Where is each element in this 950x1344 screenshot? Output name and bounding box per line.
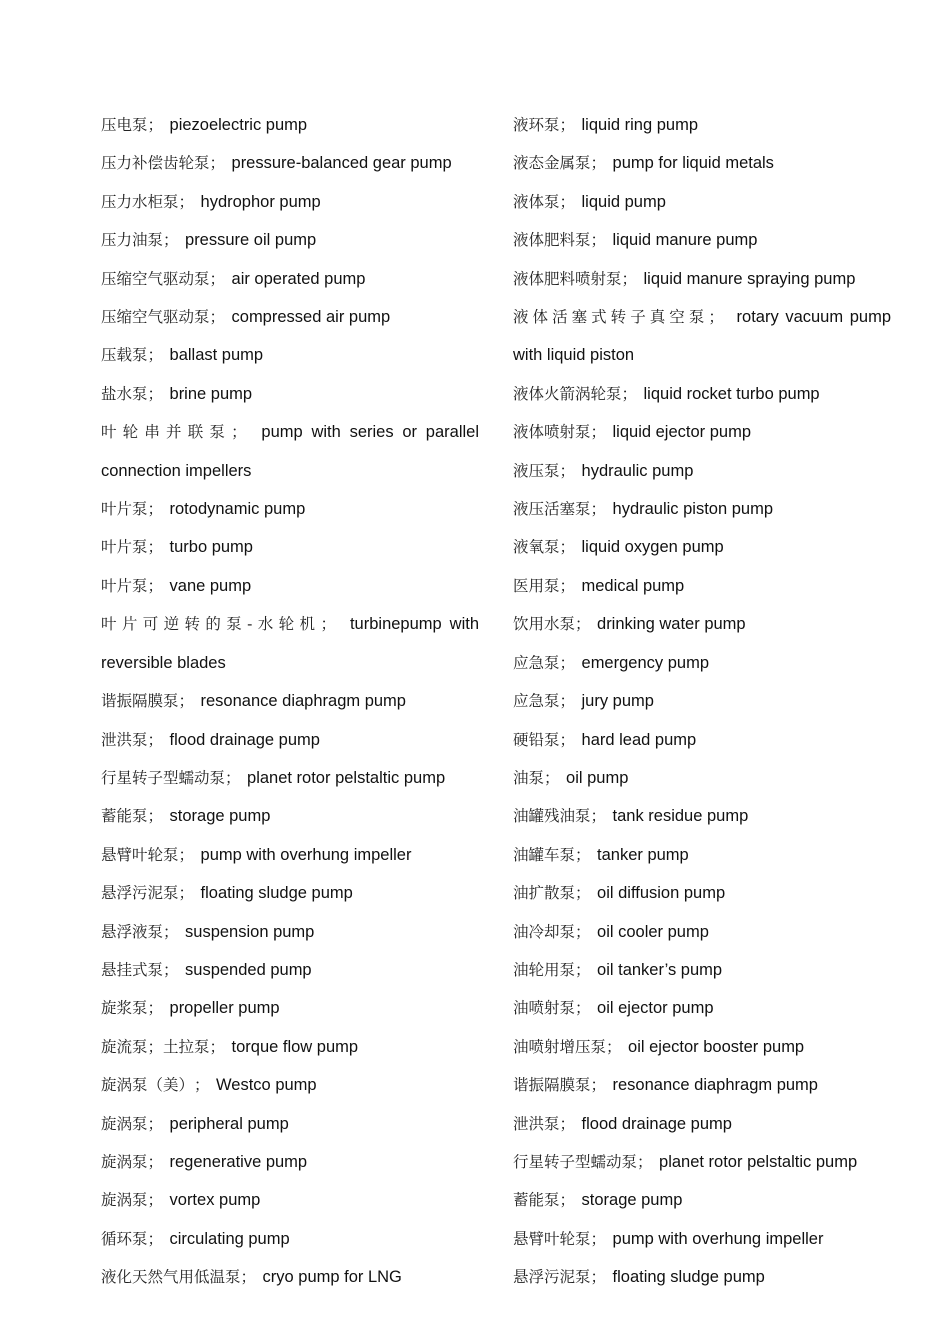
glossary-column-left [101,106,479,1297]
entry-chinese-term: 旋涡泵（美） [101,1076,195,1095]
entry-chinese-term: 叶片泵 [101,576,148,595]
entry-chinese-term: 压力补偿齿轮泵 [101,154,210,173]
entry-english-term: liquid manure pump [612,231,758,250]
glossary-entry: 液压泵； hydraulic pump [513,461,694,480]
entry-english-term: oil tanker’s pump [597,960,723,979]
entry-chinese-term: 悬臂叶轮泵 [513,1229,591,1248]
glossary-entry: 叶片可逆转的泵-水轮机； turbinepump with reversible blades [101,615,480,672]
glossary-entry: 悬挂式泵； suspended pump [101,960,312,979]
entry-english-term: tank residue pump [612,807,749,826]
entry-english-term: cryo pump for LNG [262,1268,402,1287]
entry-english-term: peripheral pump [169,1114,289,1133]
entry-english-term: rotary vacuum pump with liquid piston [513,308,891,365]
entry-chinese-term: 叶片泵 [101,538,148,557]
entry-chinese-term: 医用泵 [513,576,560,595]
entry-chinese-term: 蓄能泵 [513,1191,560,1210]
entry-chinese-term: 旋涡泵 [101,1152,148,1171]
entry-chinese-term: 液体泵 [513,192,560,211]
entry-english-term: piezoelectric pump [169,116,308,134]
glossary-entry: 油扩散泵； oil diffusion pump [513,884,726,903]
glossary-entry: 行星转子型蠕动泵； planet rotor pelstaltic pump [101,768,446,787]
entry-english-term: drinking water pump [597,615,746,634]
entry-chinese-term: 谐振隔膜泵 [101,692,179,711]
entry-chinese-term: 悬浮污泥泵 [101,884,179,903]
entry-english-term: suspension pump [185,922,315,941]
glossary-entry: 盐水泵； brine pump [101,384,253,403]
entry-chinese-term: 旋浆泵 [101,999,148,1018]
entry-english-term: storage pump [581,1191,683,1210]
glossary-entry: 旋涡泵（美）； Westco pump [101,1076,317,1095]
glossary-entry: 液化天然气用低温泵； cryo pump for LNG [101,1268,402,1287]
entry-english-term: emergency pump [581,653,709,672]
entry-chinese-term: 液体火箭涡轮泵 [513,384,622,403]
glossary-entry: 液体活塞式转子真空泵； rotary vacuum pump with liquid piston [513,308,891,365]
glossary-entry: 液体肥料泵； liquid manure pump [513,231,758,250]
entry-chinese-term: 悬浮污泥泵 [513,1268,591,1287]
glossary-entry: 叶片泵； rotodynamic pump [101,500,306,519]
entry-chinese-term: 悬挂式泵 [101,960,164,979]
entry-chinese-term: 液态金属泵 [513,154,591,173]
entry-chinese-term: 饮用水泵 [513,615,576,634]
entry-chinese-term: 油喷射泵 [513,999,576,1018]
entry-english-term: vane pump [169,576,252,595]
glossary-entry: 压力补偿齿轮泵； pressure-balanced gear pump [101,154,452,173]
entry-chinese-term: 液体肥料泵 [513,231,591,250]
entry-chinese-term: 油罐车泵 [513,845,576,864]
glossary-entry: 医用泵； medical pump [513,576,685,595]
entry-chinese-term: 油扩散泵 [513,884,576,903]
entry-english-term: liquid ejector pump [612,423,752,442]
entry-english-term: liquid oxygen pump [581,538,724,557]
glossary-entry: 压载泵； ballast pump [101,346,264,365]
entry-chinese-term: 叶片泵 [101,500,148,519]
glossary-entry: 行星转子型蠕动泵； planet rotor pelstaltic pump [513,1152,858,1171]
entry-english-term: circulating pump [169,1229,290,1248]
glossary-entry: 泄洪泵； flood drainage pump [101,730,320,749]
entry-english-term: torque flow pump [231,1037,359,1056]
glossary-entry: 旋浆泵； propeller pump [101,999,280,1018]
glossary-entry: 旋涡泵； vortex pump [101,1191,261,1210]
glossary-entry: 蓄能泵； storage pump [513,1191,683,1210]
glossary-entry: 悬浮污泥泵； floating sludge pump [101,884,353,903]
entry-english-term: tanker pump [597,845,689,864]
entry-chinese-term: 液压活塞泵 [513,500,591,519]
entry-chinese-term: 旋流泵；土拉泵 [101,1037,210,1056]
entry-english-term: planet rotor pelstaltic pump [659,1152,858,1171]
glossary-entry: 油轮用泵； oil tanker’s pump [513,960,723,979]
glossary-entry: 油罐残油泵； tank residue pump [513,807,749,826]
entry-english-term: oil ejector booster pump [628,1037,805,1056]
entry-chinese-term: 油泵 [513,768,545,787]
entry-chinese-term: 旋涡泵 [101,1191,148,1210]
entry-english-term: oil diffusion pump [597,884,726,903]
entry-english-term: brine pump [169,384,253,403]
entry-english-term: pump with overhung impeller [200,845,412,864]
entry-english-term: turbo pump [169,538,253,557]
entry-chinese-term: 液体活塞式转子真空泵 [513,308,709,327]
glossary-entry: 叶片泵； vane pump [101,576,252,595]
entry-english-term: resonance diaphragm pump [612,1076,818,1095]
entry-english-term: suspended pump [185,960,312,979]
glossary-entry: 油冷却泵； oil cooler pump [513,922,709,941]
glossary-entry: 液态金属泵； pump for liquid metals [513,154,774,173]
entry-chinese-term: 液体肥料喷射泵 [513,269,622,288]
glossary-entry: 液环泵； liquid ring pump [513,116,698,134]
entry-english-term: pump with series or parallel connection impellers [101,423,479,480]
glossary-entry: 旋流泵；土拉泵； torque flow pump [101,1037,359,1056]
entry-chinese-term: 液环泵 [513,116,560,134]
glossary-entry: 谐振隔膜泵； resonance diaphragm pump [513,1076,818,1095]
entry-english-term: compressed air pump [231,308,391,327]
entry-english-term: medical pump [581,576,685,595]
entry-english-term: rotodynamic pump [169,500,306,519]
entry-chinese-term: 油喷射增压泵 [513,1037,607,1056]
entry-chinese-term: 谐振隔膜泵 [513,1076,591,1095]
entry-chinese-term: 压力油泵 [101,231,164,250]
entry-chinese-term: 液化天然气用低温泵 [101,1268,241,1287]
entry-chinese-term: 循环泵 [101,1229,148,1248]
entry-chinese-term: 叶轮串并联泵 [101,423,232,442]
glossary-entry: 悬臂叶轮泵； pump with overhung impeller [513,1229,824,1248]
glossary-entry: 油喷射泵； oil ejector pump [513,999,714,1018]
entry-chinese-term: 油罐残油泵 [513,807,591,826]
entry-english-term: jury pump [581,692,654,711]
glossary-entry: 液压活塞泵； hydraulic piston pump [513,500,774,519]
entry-english-term: air operated pump [231,269,366,288]
entry-english-term: pump with overhung impeller [612,1229,824,1248]
glossary-entry: 液体泵； liquid pump [513,192,666,211]
glossary-entry: 悬浮液泵； suspension pump [101,922,315,941]
glossary-entry: 压缩空气驱动泵； air operated pump [101,269,366,288]
entry-chinese-term: 泄洪泵 [101,730,148,749]
glossary-entry: 压力油泵； pressure oil pump [101,231,317,250]
glossary-entry: 悬臂叶轮泵； pump with overhung impeller [101,845,412,864]
entry-english-term: storage pump [169,807,271,826]
entry-english-term: hydraulic pump [581,461,694,480]
entry-english-term: pump for liquid metals [612,154,774,173]
glossary-entry: 蓄能泵； storage pump [101,807,271,826]
entry-english-term: hard lead pump [581,730,697,749]
entry-english-term: pressure-balanced gear pump [231,154,452,173]
glossary-entry: 硬铅泵； hard lead pump [513,730,697,749]
entry-chinese-term: 悬臂叶轮泵 [101,845,179,864]
glossary-entry: 悬浮污泥泵； floating sludge pump [513,1268,765,1287]
entry-chinese-term: 液压泵 [513,461,560,480]
entry-english-term: liquid ring pump [581,116,698,134]
entry-chinese-term: 旋涡泵 [101,1114,148,1133]
entry-chinese-term: 油轮用泵 [513,960,576,979]
entry-chinese-term: 油冷却泵 [513,922,576,941]
glossary-entry: 液体肥料喷射泵； liquid manure spraying pump [513,269,856,288]
entry-english-term: flood drainage pump [581,1114,732,1133]
entry-chinese-term: 压缩空气驱动泵 [101,269,210,288]
entry-chinese-term: 压电泵 [101,116,148,134]
glossary-entry: 液体火箭涡轮泵； liquid rocket turbo pump [513,384,820,403]
entry-english-term: liquid manure spraying pump [643,269,856,288]
glossary-entry: 谐振隔膜泵； resonance diaphragm pump [101,692,406,711]
entry-english-term: pressure oil pump [185,231,317,250]
entry-english-term: oil cooler pump [597,922,709,941]
glossary-entry: 油喷射增压泵； oil ejector booster pump [513,1037,805,1056]
entry-english-term: flood drainage pump [169,730,320,749]
entry-english-term: hydrophor pump [200,192,321,211]
glossary-entry: 旋涡泵； peripheral pump [101,1114,289,1133]
glossary-entry: 油泵； oil pump [513,768,629,787]
entry-english-term: liquid rocket turbo pump [643,384,820,403]
entry-chinese-term: 叶片可逆转的泵-水轮机 [101,615,321,634]
entry-english-term: regenerative pump [169,1152,308,1171]
entry-chinese-term: 应急泵 [513,692,560,711]
glossary-entry: 循环泵； circulating pump [101,1229,290,1248]
entry-english-term: oil ejector pump [597,999,714,1018]
entry-chinese-term: 压缩空气驱动泵 [101,308,210,327]
entry-english-term: resonance diaphragm pump [200,692,406,711]
glossary-entry: 应急泵； emergency pump [513,653,709,672]
glossary-entry: 液氧泵； liquid oxygen pump [513,538,724,557]
glossary-entry: 压缩空气驱动泵； compressed air pump [101,308,391,327]
entry-english-term: hydraulic piston pump [612,500,774,519]
entry-chinese-term: 压载泵 [101,346,148,365]
entry-chinese-term: 行星转子型蠕动泵 [513,1152,638,1171]
entry-english-term: Westco pump [216,1076,317,1095]
entry-chinese-term: 泄洪泵 [513,1114,560,1133]
entry-chinese-term: 液体喷射泵 [513,423,591,442]
glossary-entry: 叶轮串并联泵； pump with series or parallel connection impellers [101,423,479,480]
entry-english-term: planet rotor pelstaltic pump [247,768,446,787]
entry-chinese-term: 蓄能泵 [101,807,148,826]
entry-chinese-term: 行星转子型蠕动泵 [101,768,226,787]
entry-english-term: propeller pump [169,999,280,1018]
entry-english-term: floating sludge pump [612,1268,765,1287]
entry-chinese-term: 硬铅泵 [513,730,560,749]
entry-chinese-term: 悬浮液泵 [101,922,164,941]
glossary-entry: 压力水柜泵； hydrophor pump [101,192,321,211]
entry-chinese-term: 压力水柜泵 [101,192,179,211]
entry-english-term: oil pump [566,768,629,787]
entry-english-term: vortex pump [169,1191,261,1210]
glossary-entry: 旋涡泵； regenerative pump [101,1152,308,1171]
glossary-entry: 压电泵； piezoelectric pump [101,116,308,134]
entry-chinese-term: 应急泵 [513,653,560,672]
entry-english-term: floating sludge pump [200,884,353,903]
glossary-entry: 油罐车泵； tanker pump [513,845,689,864]
entry-chinese-term: 盐水泵 [101,384,148,403]
entry-chinese-term: 液氧泵 [513,538,560,557]
glossary-entry: 应急泵； jury pump [513,692,654,711]
glossary-entry: 泄洪泵； flood drainage pump [513,1114,732,1133]
glossary-entry: 饮用水泵； drinking water pump [513,615,746,634]
glossary-entry: 液体喷射泵； liquid ejector pump [513,423,752,442]
glossary-entry: 叶片泵； turbo pump [101,538,253,557]
entry-english-term: ballast pump [169,346,264,365]
glossary-column-right [513,106,891,1297]
entry-english-term: turbinepump with reversible blades [101,615,480,672]
entry-english-term: liquid pump [581,192,666,211]
